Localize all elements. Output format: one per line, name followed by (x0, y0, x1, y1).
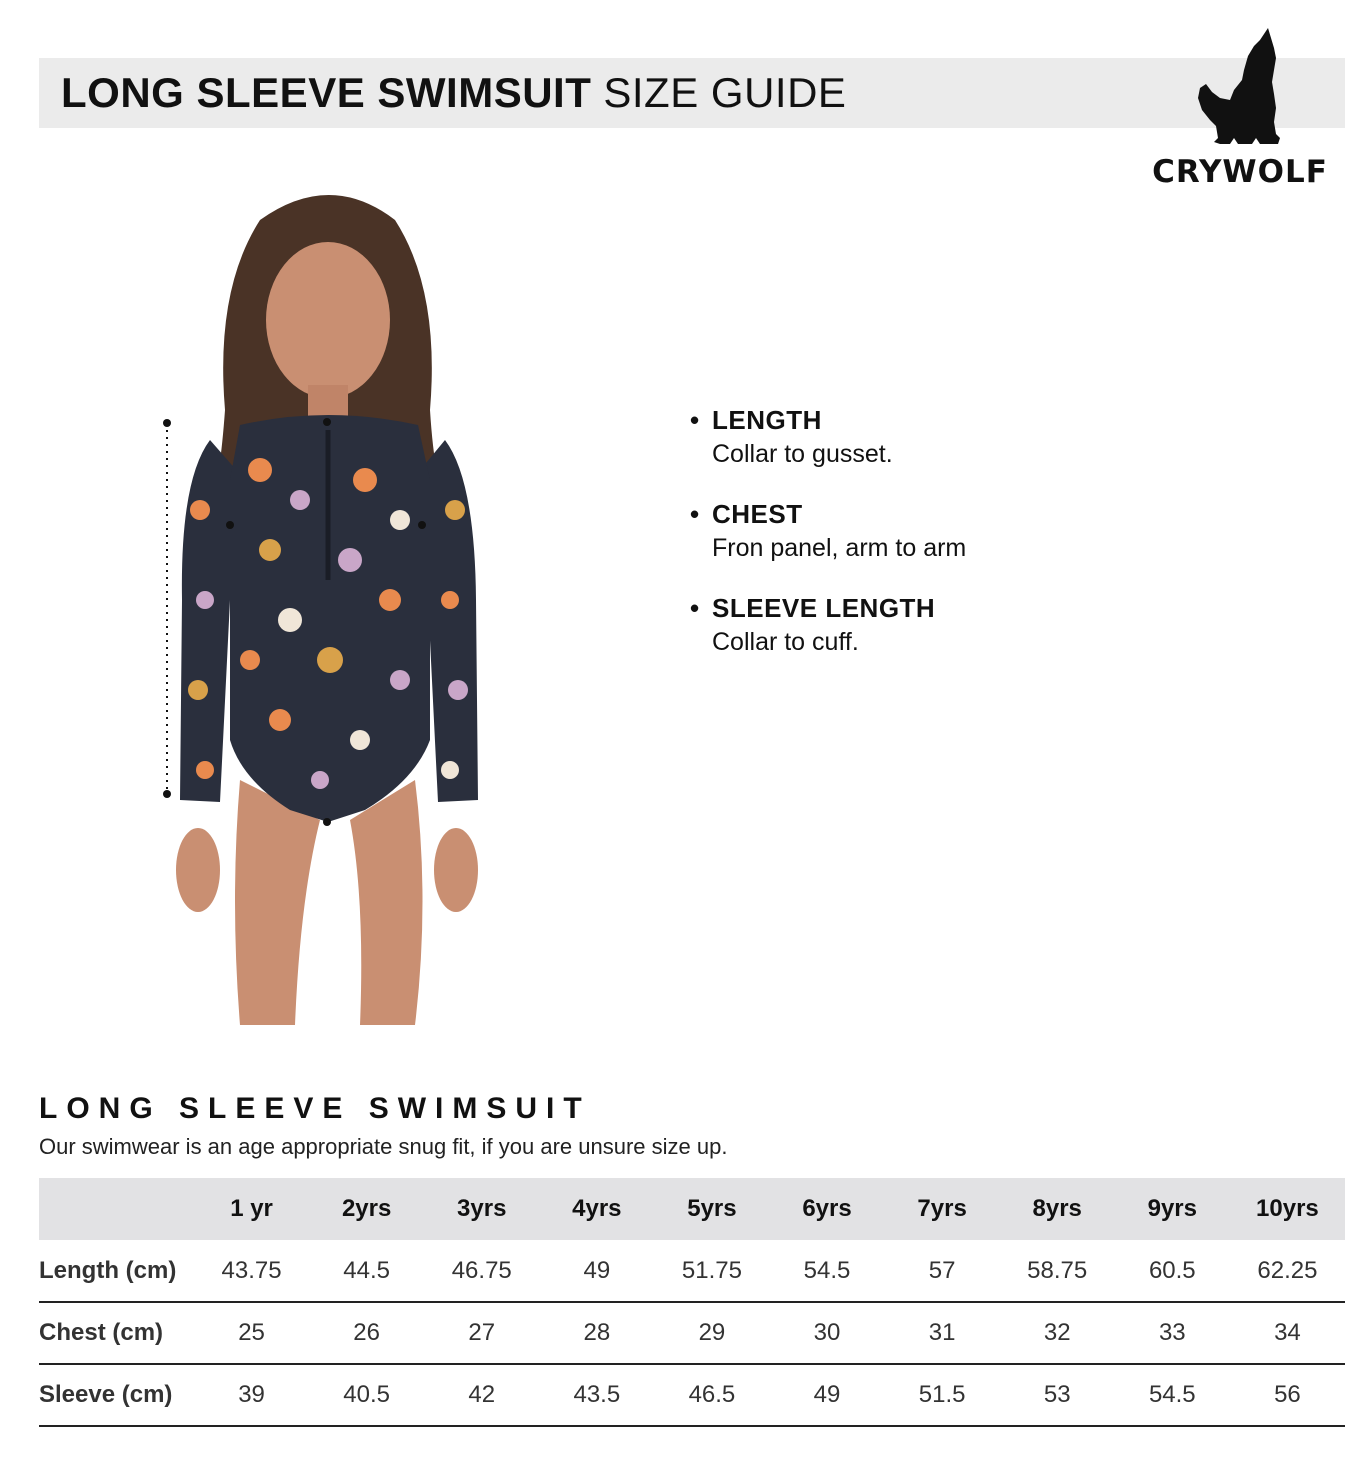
table-cell: 60.5 (1148, 1256, 1196, 1284)
hand-right (434, 828, 478, 912)
chest-dot-right (418, 521, 426, 529)
table-cell: 27 (468, 1319, 496, 1346)
measure-length (690, 405, 1190, 469)
table-cell: 44.5 (343, 1256, 390, 1284)
brand-logo (1150, 26, 1330, 196)
chest-dot-left (226, 521, 234, 529)
table-cell: 43.5 (573, 1381, 621, 1408)
gusset-dot (323, 818, 331, 826)
row-label: Chest (cm) (39, 1319, 164, 1346)
measure-desc: Collar to cuff. (712, 628, 859, 656)
leg-left (235, 780, 320, 1025)
table-row (39, 1364, 1345, 1426)
swimsuit-model-figure (150, 180, 510, 1030)
size-table (39, 1178, 1345, 1427)
measure-name: LENGTH (712, 405, 822, 435)
table-header-row (39, 1178, 1345, 1240)
header-size: 10yrs (1256, 1195, 1319, 1222)
header-empty (39, 1178, 194, 1240)
page-title-bold: LONG SLEEVE SWIMSUIT (61, 69, 592, 116)
leg-right (350, 780, 423, 1025)
measure-name: CHEST (712, 499, 803, 529)
header-size: 4yrs (572, 1195, 622, 1222)
table-cell: 33 (1158, 1319, 1186, 1346)
table-cell: 34 (1274, 1319, 1301, 1346)
measure-dot-top (163, 419, 171, 427)
measure-chest (690, 499, 1190, 563)
howling-wolf-icon (1190, 26, 1290, 151)
table-row (39, 1302, 1345, 1364)
table-cell: 46.75 (451, 1256, 512, 1284)
header-size: 5yrs (687, 1195, 737, 1222)
collar-dot (323, 418, 331, 426)
hand-left (176, 828, 220, 912)
measure-dot-bottom (163, 790, 171, 798)
brand-name: CRYWOLF (1152, 154, 1328, 190)
row-label: Sleeve (cm) (39, 1381, 173, 1408)
header-size: 8yrs (1032, 1195, 1082, 1222)
table-row (39, 1240, 1345, 1302)
header-size: 3yrs (457, 1195, 507, 1222)
table-cell: 51.75 (681, 1256, 742, 1284)
bullet: • (690, 593, 700, 623)
table-cell: 39 (238, 1381, 265, 1408)
header-size: 9yrs (1147, 1195, 1197, 1222)
table-cell: 43.75 (221, 1256, 282, 1284)
measure-desc: Collar to gusset. (712, 440, 893, 468)
header-size: 7yrs (917, 1195, 967, 1222)
table-cell: 54.5 (1148, 1381, 1196, 1408)
table-cell: 29 (698, 1319, 726, 1346)
row-label: Length (cm) (39, 1256, 177, 1284)
measure-name: SLEEVE LENGTH (712, 593, 936, 623)
table-cell: 49 (813, 1381, 841, 1408)
table-title: LONG SLEEVE SWIMSUIT (39, 1092, 591, 1125)
measure-desc: Fron panel, arm to arm (712, 534, 967, 562)
table-cell: 31 (928, 1319, 956, 1346)
table-cell: 42 (468, 1381, 496, 1408)
table-cell: 28 (583, 1319, 611, 1346)
bullet: • (690, 499, 700, 529)
header-size: 1 yr (230, 1195, 273, 1222)
table-cell: 25 (238, 1319, 265, 1346)
table-cell: 57 (928, 1256, 956, 1284)
table-cell: 32 (1043, 1319, 1071, 1346)
table-cell: 51.5 (918, 1381, 966, 1408)
table-cell: 49 (583, 1256, 611, 1284)
table-cell: 54.5 (803, 1256, 851, 1284)
measurement-list (690, 405, 1190, 687)
bullet: • (690, 405, 700, 435)
table-cell: 62.25 (1257, 1256, 1318, 1284)
table-note: Our swimwear is an age appropriate snug fit, if you are unsure size up. (39, 1134, 728, 1159)
model-illustration (150, 180, 510, 1030)
page-title-light: SIZE GUIDE (603, 69, 847, 116)
table-cell: 46.5 (688, 1381, 736, 1408)
table-cell: 40.5 (343, 1381, 390, 1408)
header-size: 2yrs (341, 1195, 392, 1222)
table-cell: 30 (813, 1319, 841, 1346)
table-cell: 58.75 (1027, 1256, 1088, 1284)
face (266, 242, 390, 398)
table-cell: 26 (353, 1319, 380, 1346)
table-cell: 53 (1043, 1381, 1071, 1408)
measure-sleeve-length (690, 593, 1190, 657)
header-size: 6yrs (802, 1195, 852, 1222)
table-cell: 56 (1274, 1381, 1301, 1408)
